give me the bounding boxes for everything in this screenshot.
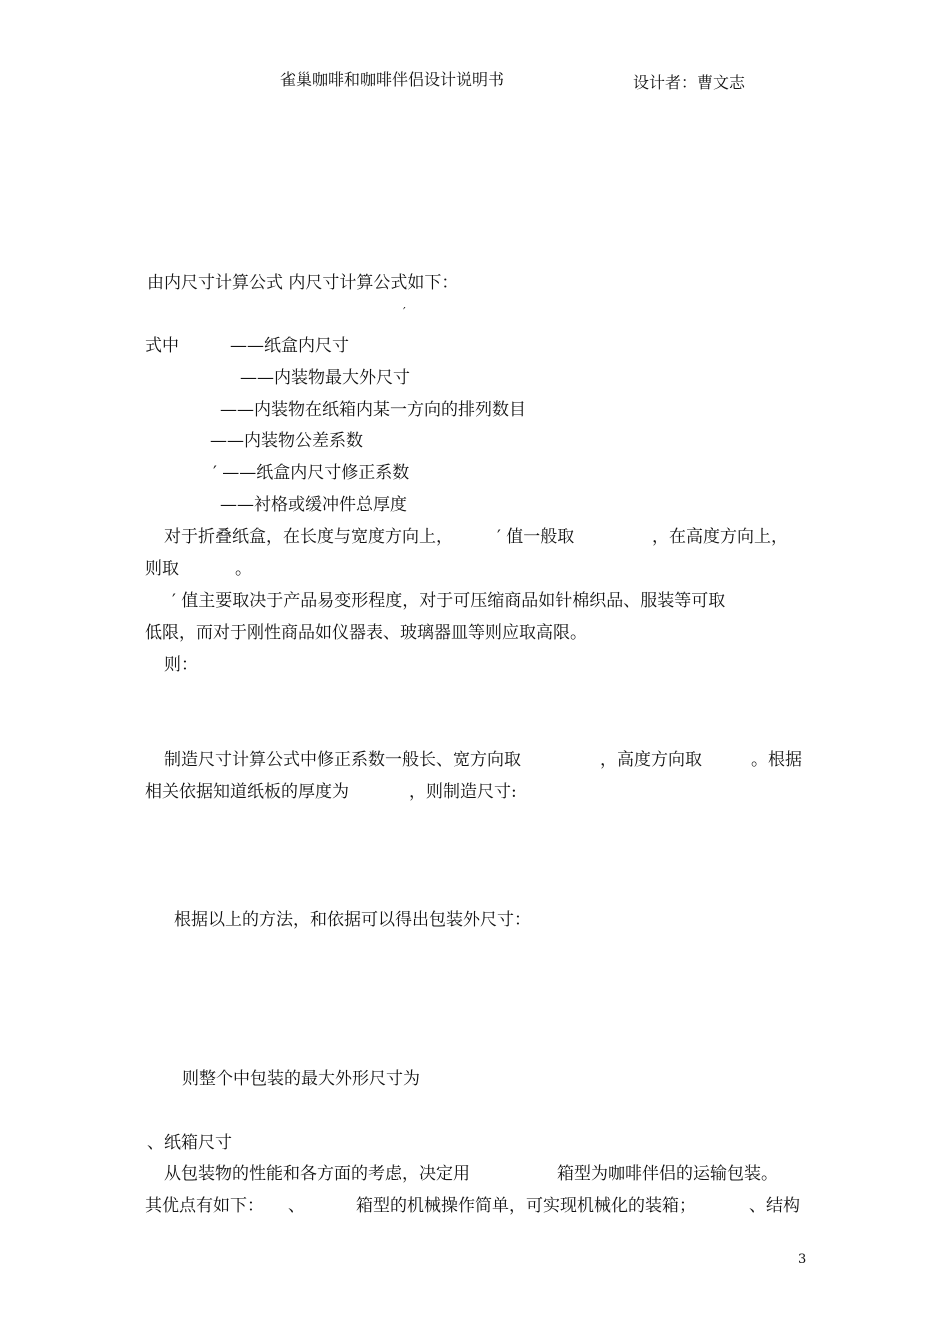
legend-cushion-thickness: ——衬格或缓冲件总厚度 xyxy=(220,495,407,515)
paragraph-folding-box-value: ′ 值一般取 xyxy=(497,527,575,547)
paragraph-outer-size: 根据以上的方法，和依据可以得出包装外尺寸： xyxy=(174,910,531,930)
paragraph-manufacturing-height: ，高度方向取 xyxy=(600,750,702,770)
paragraph-manufacturing: 制造尺寸计算公式中修正系数一般长、宽方向取 xyxy=(164,750,521,770)
paragraph-box-type: 从包装物的性能和各方面的考虑，决定用 xyxy=(164,1164,470,1184)
document-title: 雀巢咖啡和咖啡伴侣设计说明书 xyxy=(280,70,505,89)
legend-max-outer-size: ——内装物最大外尺寸 xyxy=(240,368,410,388)
paragraph-deformation-cont: 低限，而对于刚性商品如仪器表、玻璃器皿等则应取高限。 xyxy=(145,623,587,643)
paragraph-deformation: ′ 值主要取决于产品易变形程度，对于可压缩商品如针棉织品、服装等可取 xyxy=(172,591,726,611)
paragraph-board-thickness: 相关依据知道纸板的厚度为 xyxy=(145,782,349,802)
formula-prime-mark: ′ xyxy=(403,305,406,319)
paragraph-board-thickness-cont: ，则制造尺寸: xyxy=(409,782,517,802)
paragraph-max-outer-size: 则整个中包装的最大外形尺寸为 xyxy=(182,1069,420,1089)
legend-correction-factor: ′ ——纸盒内尺寸修正系数 xyxy=(213,463,410,483)
paragraph-advantages-structure: 、结构 xyxy=(749,1196,800,1216)
designer-credit: 设计者：曹文志 xyxy=(633,73,746,92)
paragraph-advantages: 其优点有如下： xyxy=(145,1196,264,1216)
paragraph-advantages-item1: 、 xyxy=(288,1196,305,1216)
paragraph-folding-box-height: ，在高度方向上， xyxy=(652,527,788,547)
paragraph-advantages-machine: 箱型的机械操作简单，可实现机械化的装箱； xyxy=(356,1196,696,1216)
section-heading-carton-size: 、纸箱尺寸 xyxy=(147,1133,232,1153)
paragraph-box-type-cont: 箱型为咖啡伴侣的运输包装。 xyxy=(557,1164,778,1184)
paragraph-then: 则： xyxy=(164,655,198,675)
page-number: 3 xyxy=(798,1252,807,1267)
symbol-legend-label: 式中 xyxy=(145,336,179,356)
legend-box-inner-size: ——纸盒内尺寸 xyxy=(230,336,349,356)
paragraph-folding-box-end: 。 xyxy=(235,559,252,579)
legend-tolerance-factor: ——内装物公差系数 xyxy=(210,431,363,451)
paragraph-folding-box-then: 则取 xyxy=(145,559,179,579)
paragraph-manufacturing-basis: 。根据 xyxy=(751,750,802,770)
formula-intro-line: 由内尺寸计算公式 内尺寸计算公式如下： xyxy=(147,273,459,293)
legend-arrangement-count: ——内装物在纸箱内某一方向的排列数目 xyxy=(220,400,526,420)
paragraph-folding-box: 对于折叠纸盒，在长度与宽度方向上， xyxy=(164,527,453,547)
